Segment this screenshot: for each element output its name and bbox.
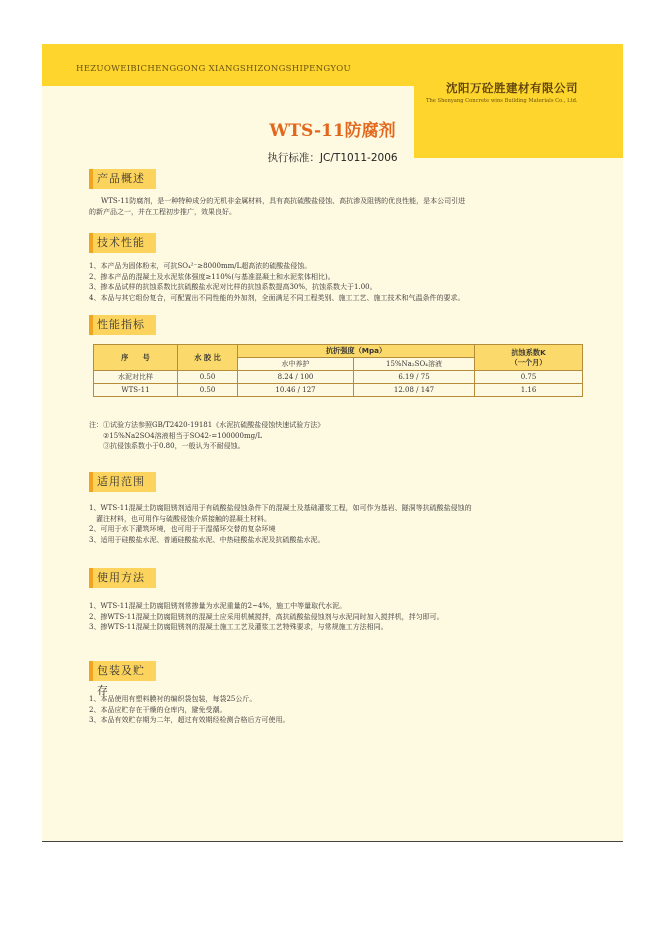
- product-standard: 执行标准：JC/T1011-2006: [267, 152, 398, 164]
- storage-line: 3、本品有效贮存期为二年，超过有效期经检测合格后方可使用。: [89, 716, 290, 724]
- cell-solution: 6.19 / 75: [354, 371, 475, 384]
- header-solution: 15%Na₂SO₄溶液: [354, 358, 475, 371]
- scope-line: 3、适用于硅酸盐水泥、普通硅酸盐水泥、中热硅酸盐水泥及抗硫酸盐水泥。: [89, 535, 325, 544]
- usage-line: 1、WTS-11混凝土防腐阻锈剂常掺量为水泥重量的2~4%，施工中等量取代水泥。: [89, 602, 347, 610]
- cell-ratio: 0.50: [178, 384, 238, 397]
- header-pinyin: HEZUOWEIBICHENGGONG XIANGSHIZONGSHIPENGYOU: [76, 64, 352, 74]
- cell-name: WTS-11: [94, 384, 178, 397]
- storage-line: 1、本品使用有塑料膜衬的编织袋包装，每袋25公斤。: [89, 695, 257, 703]
- header-seq: 序 号: [94, 345, 178, 371]
- header-strength: 抗折强度（Mpa）: [238, 345, 475, 358]
- section-tag-scope: 适用范围: [89, 472, 156, 492]
- tech-line: 1、本产品为固体粉末，可抗SO₄²⁻≥8000mm/L超高浓的硫酸盐侵蚀。: [89, 262, 312, 270]
- scope-line: 1、WTS-11混凝土防腐阻锈剂适用于有硫酸盐侵蚀条件下的混凝土及基础灌浆工程，如可作为基岩、隧洞等抗硫酸盐侵蚀的: [89, 504, 472, 512]
- cell-water: 10.46 / 127: [238, 384, 354, 397]
- company-name-en: The Shenyang Concrete wins Building Materials Co., Ltd.: [426, 98, 578, 104]
- tech-text: [89, 261, 599, 303]
- header-coeff-line: （一个月）: [510, 357, 547, 367]
- usage-line: 2、掺WTS-11混凝土防腐阻锈剂的混凝土应采用机械搅拌，高抗硫酸盐侵蚀剂与水泥同时加入搅拌机，拌匀即可。: [89, 612, 444, 621]
- company-name-cn: 沈阳万砼胜建材有限公司: [446, 81, 578, 95]
- cell-name: 水泥对比样: [94, 371, 178, 384]
- cell-water: 8.24 / 100: [238, 371, 354, 384]
- tech-line: 3、掺本品试样的抗蚀系数比抗硫酸盐水泥对比样的抗蚀系数提高30%，抗蚀系数大于1.00。: [89, 283, 377, 291]
- cell-ratio: 0.50: [178, 371, 238, 384]
- section-tag-usage: 使用方法: [89, 568, 156, 588]
- note-line: ③抗侵蚀系数小于0.80，一般认为不耐侵蚀。: [103, 442, 245, 450]
- usage-text: [89, 601, 599, 633]
- tech-line: 4、本品与其它组份复合，可配置出不同性能的外加剂，全面满足不同工程类别、施工工艺、施工技术和气温条件的要求。: [89, 293, 465, 302]
- overview-text: [89, 196, 599, 217]
- header-water: 水中养护: [238, 358, 354, 371]
- usage-line: 3、掺WTS-11混凝土防腐阻锈剂的混凝土施工工艺及灌浆工艺特殊要求，与常规施工方法相同。: [89, 623, 388, 631]
- document-sheet: [42, 44, 623, 841]
- scope-text: [89, 503, 599, 545]
- header-coeff: [475, 345, 583, 371]
- table-row: [94, 384, 583, 397]
- note-line: ②15%Na2SO4溶液相当于SO42-=100000mg/L: [103, 431, 263, 440]
- footer-divider: [42, 841, 623, 842]
- cell-solution: 12.08 / 147: [354, 384, 475, 397]
- note-line: 注：①试验方法参照GB/T2420-19181《水泥抗硫酸盐侵蚀快速试验方法》: [89, 421, 325, 429]
- product-title: WTS-11防腐剂: [269, 121, 396, 141]
- section-tag-tech: 技术性能: [89, 233, 156, 253]
- scope-line: 灌注材料，也可用作与硫酸侵蚀介质接触的混凝土材料。: [89, 514, 271, 523]
- table-row: [94, 371, 583, 384]
- header-coeff-line: 抗蚀系数K: [511, 347, 546, 357]
- cell-coeff: 1.16: [475, 384, 583, 397]
- overview-line: WTS-11防腐剂，是一种特种成分的无机非金属材料，具有高抗硫酸盐侵蚀、高抗渗及阻锈的优良性能，是本公司引进: [101, 197, 466, 205]
- cell-coeff: 0.75: [475, 371, 583, 384]
- section-tag-overview: 产品概述: [89, 169, 156, 189]
- storage-line: 2、本品应贮存在干燥的仓库内，避免受潮。: [89, 705, 227, 714]
- tech-line: 2、掺本产品的混凝土及水泥浆体强度≥110%(与基准混凝土和水泥浆体相比)。: [89, 272, 335, 281]
- section-tag-storage: 包装及贮存: [89, 661, 156, 681]
- table-header-row: [94, 345, 583, 358]
- header-ratio: 水 胶 比: [178, 345, 238, 371]
- indicator-notes: [89, 420, 599, 452]
- storage-text: [89, 694, 599, 726]
- spec-table: [93, 344, 583, 397]
- section-tag-indicators: 性能指标: [89, 315, 156, 335]
- scope-line: 2、可用于水下灌筑环境，也可用于干湿循环交替的复杂环境: [89, 525, 276, 533]
- overview-line: 的新产品之一，并在工程初步推广，效果良好。: [89, 207, 236, 216]
